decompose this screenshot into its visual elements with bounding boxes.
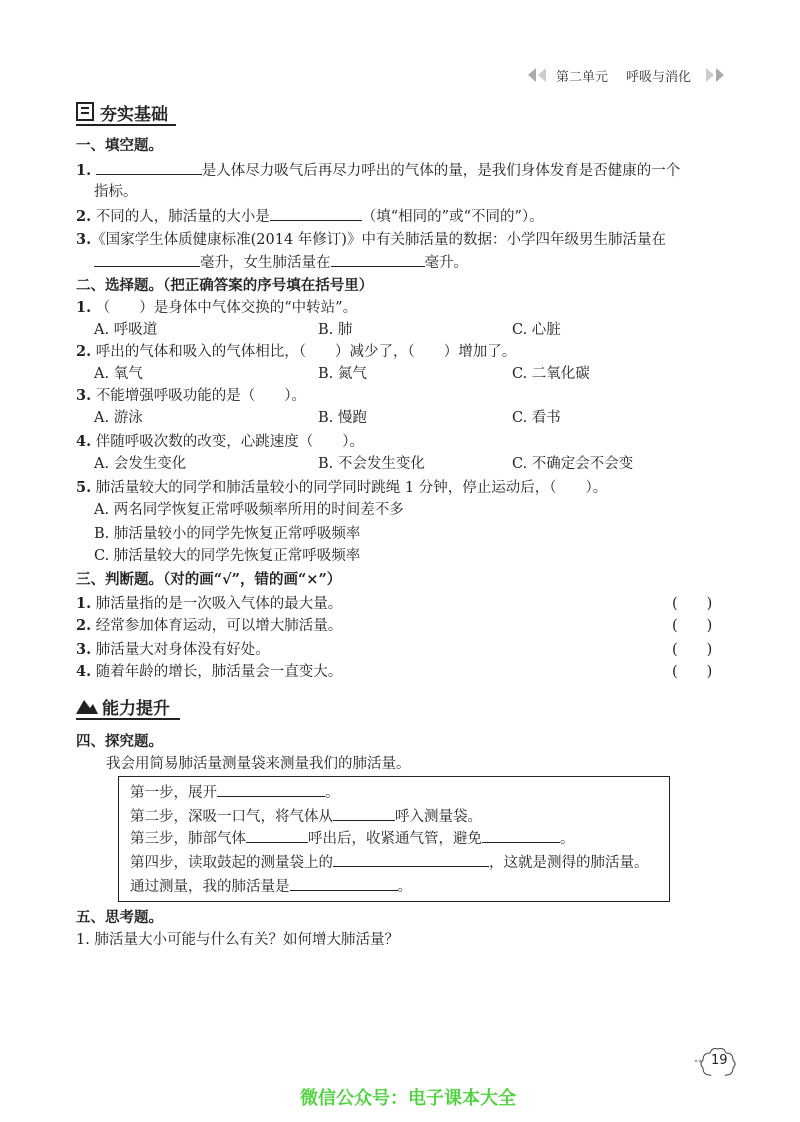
fill-q3-line2 (94, 252, 468, 273)
judge-item-text: 肺活量大对身体没有好处。 (95, 642, 270, 658)
question-number: 3. (76, 641, 92, 658)
step-text: 第二步，深吸一口气，将气体从 (130, 809, 333, 825)
fill-q1-blank[interactable] (96, 160, 202, 175)
judge-answer-3[interactable]: ( ) (672, 642, 713, 658)
question-number: 3. (76, 231, 92, 248)
choice-q2-option-c[interactable]: C. 二氧化碳 (512, 366, 590, 382)
question-number: 2. (76, 343, 92, 360)
judge-item-text: 肺活量指的是一次吸入气体的最大量。 (95, 596, 343, 612)
watermark: 微信公众号：电子课本大全 (300, 1088, 516, 1109)
question-number: 5. (76, 479, 92, 496)
fill-q3-text-c: 毫升。 (424, 255, 468, 271)
think-heading: 五、思考题。 (76, 909, 163, 926)
step5-blank[interactable] (290, 876, 398, 891)
judge-heading: 三、判断题。（对的画“√”，错的画“×”） (76, 571, 342, 588)
choice-q3-option-c[interactable]: C. 看书 (512, 410, 561, 426)
choice-q5-option-b[interactable]: B. 肺活量较小的同学先恢复正常呼吸频率 (94, 526, 361, 542)
header-bar (528, 66, 728, 84)
step-text: 第四步，读取鼓起的测量袋上的 (130, 855, 333, 871)
question-number: 2. (76, 208, 92, 225)
step3-blank-2[interactable] (482, 828, 560, 843)
judge-item-text: 随着年龄的增长，肺活量会一直变大。 (95, 664, 343, 680)
choice-q5-option-a[interactable]: A. 两名同学恢复正常呼吸频率所用的时间差不多 (94, 502, 404, 518)
step-text: 通过测量，我的肺活量是 (130, 879, 290, 895)
step-text: ，这就是测得的肺活量。 (489, 855, 649, 871)
step-text: 。 (560, 831, 575, 847)
question-number: 2. (76, 617, 92, 634)
judge-item-1 (76, 594, 342, 614)
fill-q1-line1 (76, 160, 680, 181)
explore-step-5 (130, 876, 412, 897)
mountain-icon (76, 696, 98, 716)
choice-q4-option-b[interactable]: B. 不会发生变化 (318, 456, 425, 472)
choice-q5-option-c[interactable]: C. 肺活量较大的同学先恢复正常呼吸频率 (94, 548, 361, 564)
step4-blank[interactable] (333, 852, 489, 867)
question-number: 4. (76, 663, 92, 680)
choice-q3 (76, 386, 306, 406)
section-title-text: 能力提升 (102, 699, 170, 719)
header-unit: 第二单元 (556, 70, 609, 85)
explore-step-3 (130, 828, 575, 849)
question-number: 1. (76, 162, 92, 179)
page-number-badge (692, 1046, 738, 1076)
question-number: 4. (76, 433, 92, 450)
question-number: 1. (76, 595, 92, 612)
judge-item-2 (76, 616, 342, 636)
step2-blank[interactable] (333, 806, 395, 821)
section-title-basic (76, 100, 176, 126)
choice-q3-text: 不能增强呼吸功能的是（ ）。 (95, 388, 306, 404)
section-title-underline (76, 718, 180, 720)
explore-step-1 (130, 782, 340, 803)
fill-q2-blank[interactable] (270, 206, 362, 221)
fill-q1-text: 是人体尽力吸气后再尽力呼出的气体的量，是我们身体发育是否健康的一个 (201, 163, 681, 179)
explore-intro: 我会用简易肺活量测量袋来测量我们的肺活量。 (106, 756, 411, 772)
choice-q4-option-a[interactable]: A. 会发生变化 (94, 456, 187, 472)
header-right-decoration (706, 68, 728, 82)
fill-q3-blank-boys[interactable] (94, 252, 200, 267)
judge-item-4 (76, 662, 342, 682)
step3-blank-1[interactable] (246, 828, 308, 843)
question-number: 1. (76, 299, 92, 316)
judge-item-text: 经常参加体育运动，可以增大肺活量。 (95, 618, 343, 634)
book-icon (76, 102, 96, 122)
step-text: 呼出后，收紧通气管，避免 (308, 831, 482, 847)
choice-q4 (76, 432, 364, 452)
judge-item-3 (76, 640, 270, 660)
think-q1: 1. 肺活量大小可能与什么有关？如何增大肺活量？ (76, 932, 399, 948)
choice-q1-text: （ ）是身体中气体交换的“中转站”。 (95, 300, 358, 316)
header-left-decoration (528, 68, 552, 82)
choice-q1-option-b[interactable]: B. 肺 (318, 322, 353, 338)
header-title: 呼吸与消化 (626, 70, 692, 85)
fill-heading: 一、填空题。 (76, 137, 163, 154)
fill-q3-text-b: 毫升，女生肺活量在 (200, 255, 331, 271)
explore-heading: 四、探究题。 (76, 733, 163, 750)
fill-q2-hint: （填“相同的”或“不同的”）。 (361, 209, 544, 225)
judge-answer-4[interactable]: ( ) (672, 664, 713, 680)
step-text: 呼入测量袋。 (395, 809, 482, 825)
fill-q2 (76, 206, 544, 227)
step1-blank[interactable] (217, 782, 325, 797)
question-number: 3. (76, 387, 92, 404)
section-title-advanced (76, 694, 180, 720)
choice-q2-text: 呼出的气体和吸入的气体相比，（ ）减少了，（ ）增加了。 (95, 344, 517, 360)
explore-step-4 (130, 852, 649, 873)
explore-step-2 (130, 806, 482, 827)
section-title-underline (76, 124, 176, 126)
choice-q3-option-a[interactable]: A. 游泳 (94, 410, 143, 426)
fill-q1-line2: 指标。 (94, 184, 138, 200)
fill-q3-text: 《国家学生体质健康标准(2014 年修订)》中有关肺活量的数据：小学四年级男生肺活量在 (91, 232, 666, 248)
choice-q2-option-b[interactable]: B. 氮气 (318, 366, 367, 382)
choice-q5 (76, 478, 607, 498)
page-number: 19 (711, 1053, 728, 1068)
step-text: 第一步，展开 (130, 785, 217, 801)
fill-q2-text: 不同的人，肺活量的大小是 (95, 209, 270, 225)
choice-q1 (76, 298, 357, 318)
choice-q1-option-c[interactable]: C. 心脏 (512, 322, 561, 338)
fill-q3-line1 (76, 230, 666, 250)
step-text: 。 (325, 785, 340, 801)
judge-answer-2[interactable]: ( ) (672, 618, 713, 634)
choice-q4-text: 伴随呼吸次数的改变，心跳速度（ ）。 (95, 434, 364, 450)
choice-q2-option-a[interactable]: A. 氧气 (94, 366, 143, 382)
fill-q3-blank-girls[interactable] (331, 252, 425, 267)
step-text: 。 (397, 879, 412, 895)
judge-answer-1[interactable]: ( ) (672, 596, 713, 612)
choice-q2 (76, 342, 516, 362)
section-title-text: 夯实基础 (100, 105, 168, 125)
step-text: 第三步，肺部气体 (130, 831, 246, 847)
choice-heading: 二、选择题。（把正确答案的序号填在括号里） (76, 277, 374, 294)
choice-q5-text: 肺活量较大的同学和肺活量较小的同学同时跳绳 1 分钟，停止运动后，（ ）。 (95, 480, 608, 496)
choice-q4-option-c[interactable]: C. 不确定会不会变 (512, 456, 634, 472)
choice-q3-option-b[interactable]: B. 慢跑 (318, 410, 367, 426)
choice-q1-option-a[interactable]: A. 呼吸道 (94, 322, 158, 338)
